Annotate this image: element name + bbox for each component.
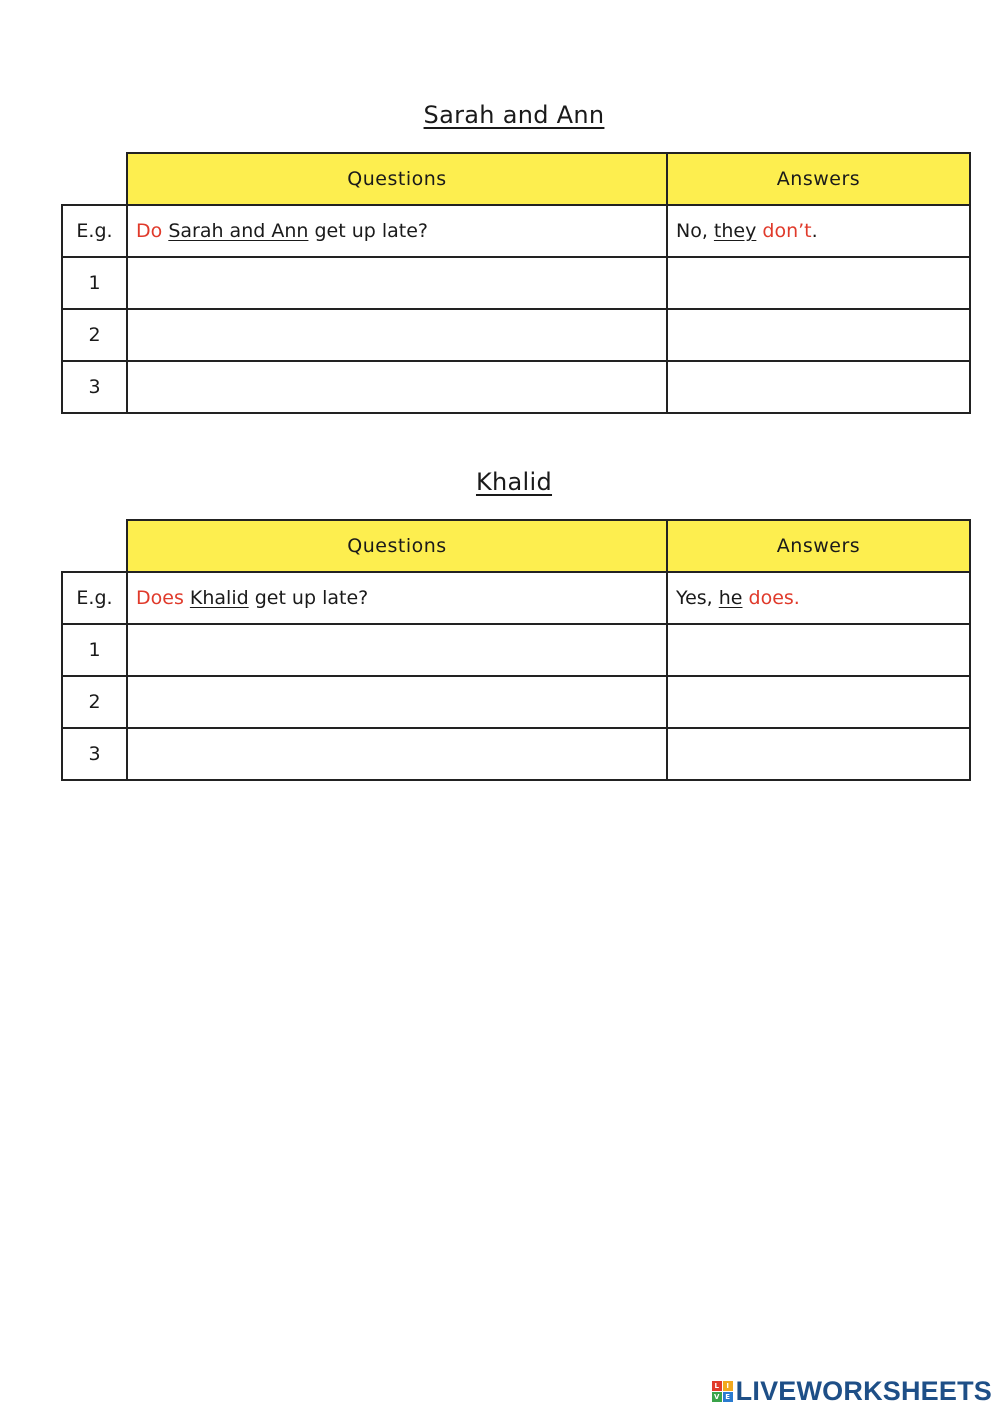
auxiliary-verb: don’t (762, 220, 812, 242)
question-input-cell[interactable] (127, 624, 667, 676)
answer-input-cell[interactable] (667, 728, 970, 780)
example-question (127, 205, 667, 257)
liveworksheets-logo (712, 1376, 992, 1407)
question-input-cell[interactable] (127, 728, 667, 780)
row-number: 2 (62, 676, 127, 728)
header-spacer (62, 520, 127, 572)
table-row (62, 361, 970, 413)
row-number: 3 (62, 361, 127, 413)
questions-header: Questions (127, 153, 667, 205)
answer-start: No, (676, 220, 714, 242)
questions-header: Questions (127, 520, 667, 572)
question-input-cell[interactable] (127, 309, 667, 361)
table-row (62, 257, 970, 309)
example-row (62, 205, 970, 257)
logo-mark-letter: V (712, 1392, 722, 1402)
table-row (62, 624, 970, 676)
answer-input-cell[interactable] (667, 676, 970, 728)
logo-mark-letter: L (712, 1381, 722, 1391)
logo-text: LIVEWORKSHEETS (735, 1376, 992, 1406)
pronoun: they (713, 220, 757, 242)
row-number: 3 (62, 728, 127, 780)
answer-start: Yes, (676, 587, 719, 609)
logo-mark-letter: E (723, 1392, 733, 1402)
subject: Sarah and Ann (168, 220, 309, 242)
table-row (62, 728, 970, 780)
question-rest: get up late? (308, 220, 428, 242)
answer-input-cell[interactable] (667, 361, 970, 413)
answer-end: . (811, 220, 818, 242)
answer-input-cell[interactable] (667, 257, 970, 309)
header-spacer (62, 153, 127, 205)
example-answer (667, 205, 970, 257)
example-row (62, 572, 970, 624)
row-number: 1 (62, 624, 127, 676)
pronoun: he (718, 587, 743, 609)
auxiliary-verb: Do (136, 220, 163, 242)
logo-mark-icon (712, 1381, 733, 1402)
row-number: 1 (62, 257, 127, 309)
answer-input-cell[interactable] (667, 624, 970, 676)
question-input-cell[interactable] (127, 361, 667, 413)
auxiliary-verb: does. (748, 587, 800, 609)
table-header-row (62, 520, 970, 572)
question-rest: get up late? (248, 587, 369, 609)
table-row (62, 676, 970, 728)
section-title-khalid: Khalid (475, 468, 553, 496)
table-row (62, 309, 970, 361)
worksheet-table-khalid (61, 519, 971, 781)
example-answer (667, 572, 970, 624)
row-label: E.g. (62, 572, 127, 624)
answer-input-cell[interactable] (667, 309, 970, 361)
table-header-row (62, 153, 970, 205)
auxiliary-verb: Does (136, 587, 184, 609)
answers-header: Answers (667, 153, 970, 205)
logo-mark-letter: I (723, 1381, 733, 1391)
question-input-cell[interactable] (127, 676, 667, 728)
section-title-sarah-and-ann: Sarah and Ann (423, 101, 605, 129)
subject: Khalid (189, 587, 249, 609)
question-input-cell[interactable] (127, 257, 667, 309)
worksheet-table-sarah-and-ann (61, 152, 971, 414)
answers-header: Answers (667, 520, 970, 572)
row-label: E.g. (62, 205, 127, 257)
row-number: 2 (62, 309, 127, 361)
example-question (127, 572, 667, 624)
